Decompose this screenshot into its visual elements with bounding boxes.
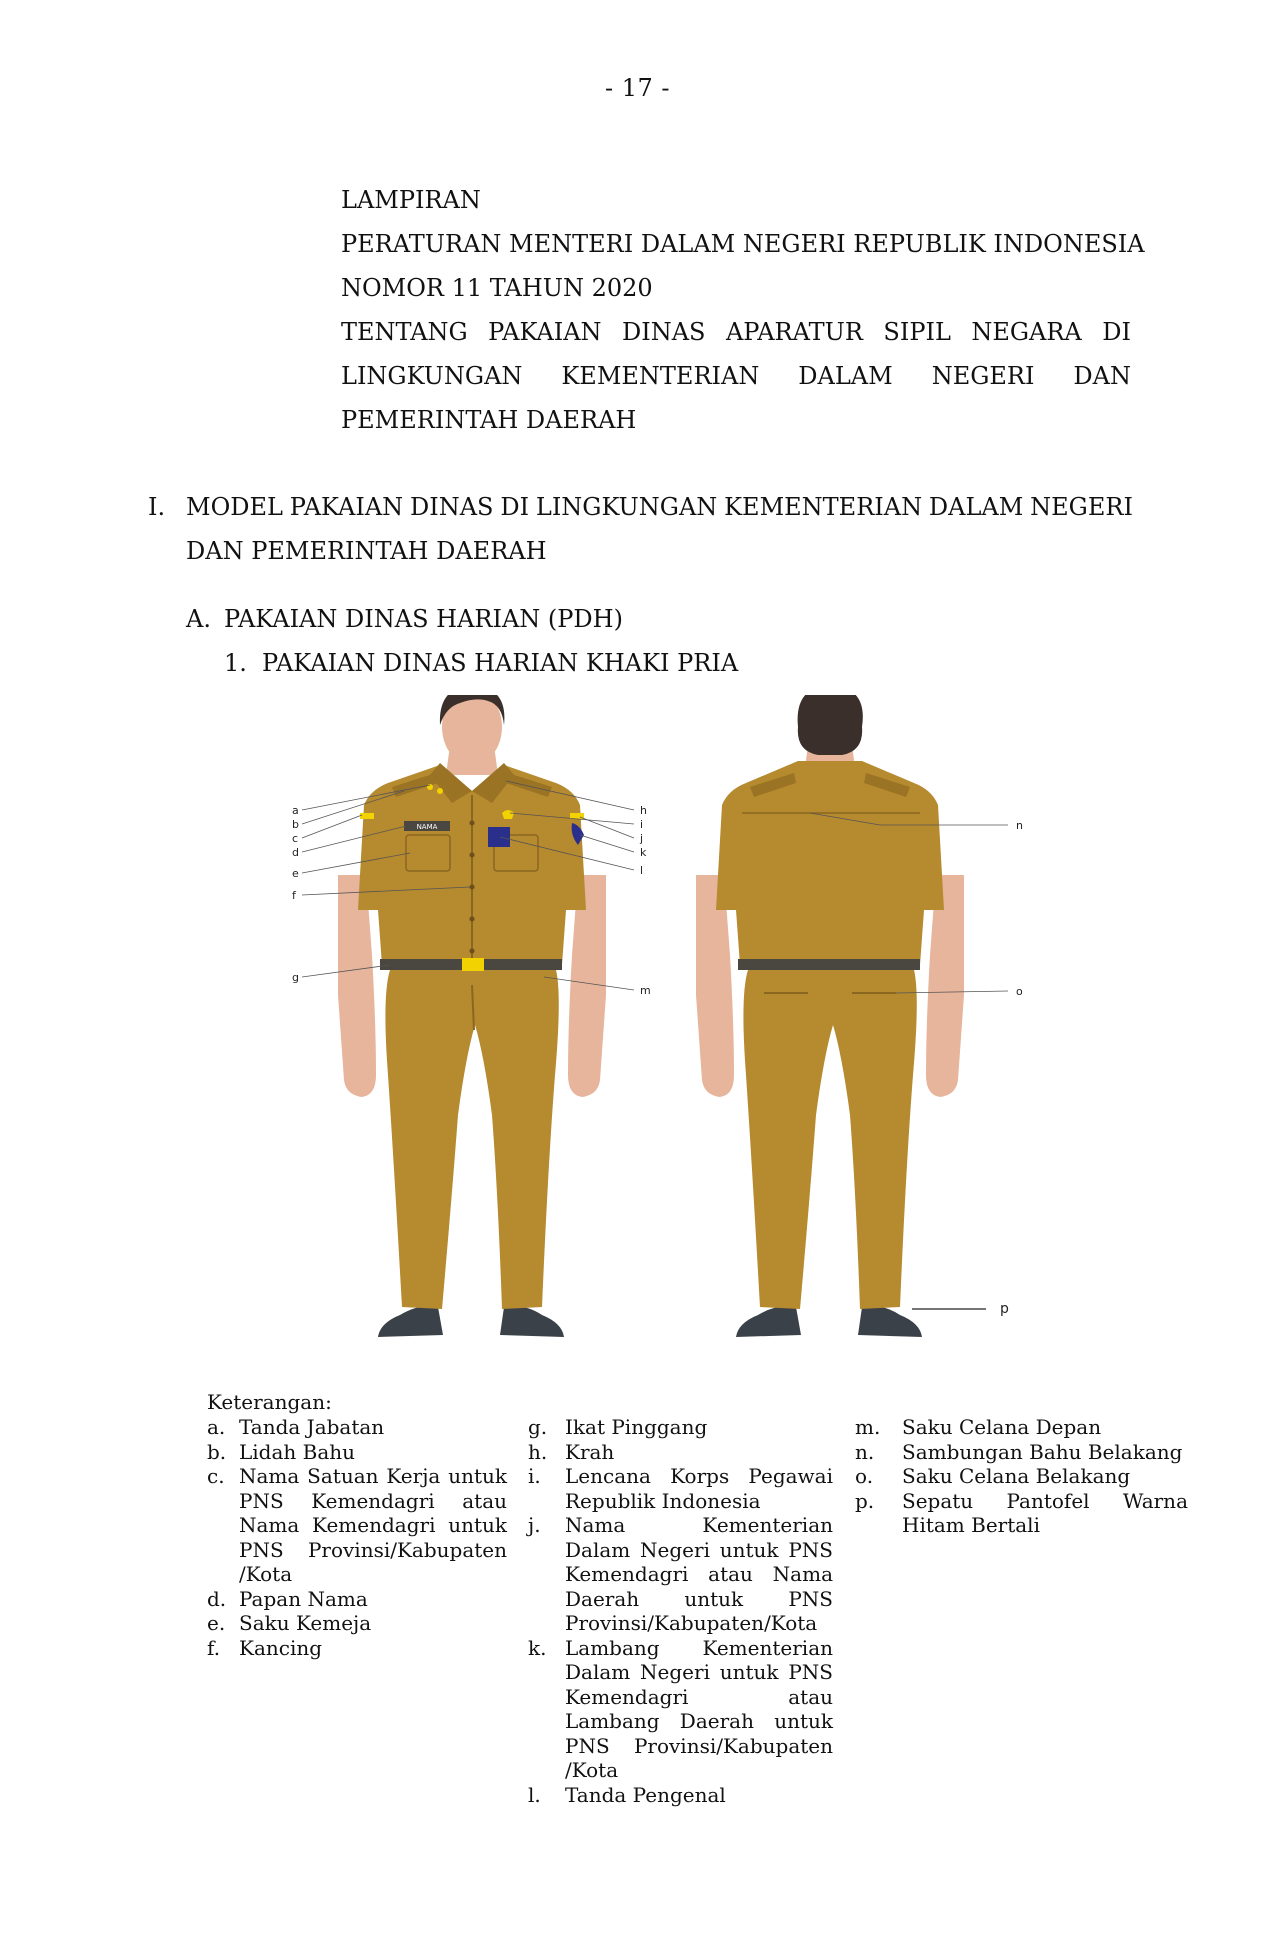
legend-text: Saku Celana Depan <box>902 1415 1102 1439</box>
legend-item <box>528 1636 833 1783</box>
legend-item <box>207 1464 507 1587</box>
legend-letter: j. <box>528 1513 541 1537</box>
header-line-3: NOMOR 11 TAHUN 2020 <box>341 274 653 302</box>
back-figure <box>696 695 964 1337</box>
id-badge <box>488 827 510 847</box>
word: DINAS <box>622 318 706 346</box>
button <box>470 917 475 922</box>
back-hair <box>798 695 863 755</box>
callout-c: c <box>292 832 299 845</box>
section-title: PAKAIAN DINAS HARIAN KHAKI PRIA <box>262 649 739 677</box>
legend-column-2 <box>528 1415 833 1807</box>
legend-item <box>207 1636 507 1661</box>
legend-letter: k. <box>528 1635 547 1660</box>
button <box>470 821 475 826</box>
callout-k: k <box>640 846 647 859</box>
section-I-line-1 <box>186 485 1133 529</box>
word: NEGARA <box>971 318 1082 346</box>
legend-letter: l. <box>528 1782 541 1807</box>
word: PAKAIAN <box>289 493 404 521</box>
rank-insignia <box>437 788 443 794</box>
legend-text: Sepatu Pantofel Warna Hitam Bertali <box>902 1488 1188 1537</box>
legend-text: Tanda Jabatan <box>239 1415 385 1439</box>
legend-column-1 <box>207 1415 507 1660</box>
attachment-header <box>341 178 1145 442</box>
word: SIPIL <box>883 318 951 346</box>
legend-text: Krah <box>565 1439 615 1464</box>
word: KEMENTERIAN <box>561 362 760 390</box>
legend-text: Kancing <box>239 1635 323 1660</box>
legend-item <box>207 1440 507 1465</box>
front-figure <box>338 695 606 1337</box>
section-1-heading <box>224 641 738 685</box>
section-number: A. <box>186 605 211 633</box>
legend-text: Saku Kemeja <box>239 1611 372 1635</box>
word: MODEL <box>186 493 283 521</box>
callout-l: l <box>640 864 644 877</box>
legend-item <box>855 1415 1195 1440</box>
legend-item <box>528 1415 833 1440</box>
callout-n: n <box>1016 819 1023 832</box>
section-I-line-2: DAN PEMERINTAH DAERAH <box>186 537 547 565</box>
back-shirt <box>716 761 944 965</box>
front-trousers <box>385 970 558 1309</box>
section-number: I. <box>148 493 166 521</box>
word: DALAM <box>798 362 893 390</box>
section-number: 1. <box>224 649 247 677</box>
back-shoe-right <box>858 1306 922 1337</box>
button <box>470 885 475 890</box>
word: LINGKUNGAN <box>535 493 718 521</box>
callout-g: g <box>292 971 299 984</box>
legend-letter: g. <box>528 1415 548 1439</box>
section-A-heading <box>186 597 623 641</box>
legend-letter: p. <box>855 1488 875 1513</box>
callout-h: h <box>640 804 647 817</box>
legend-item <box>528 1464 833 1513</box>
callout-o: o <box>1016 985 1023 998</box>
legend-text: Lambang Kementerian Dalam Negeri untuk PNS Kemendagri atau Lambang Daerah untuk PNS Provinsi/Kabupaten /Kota <box>565 1635 833 1782</box>
legend-text: Tanda Pengenal <box>565 1782 726 1807</box>
legend-letter: b. <box>207 1439 227 1464</box>
callout-j: j <box>640 832 644 845</box>
legend-text: Nama Kementerian Dalam Negeri untuk PNS Kemendagri atau Nama Daerah untuk PNS Provinsi/Kabupaten/Kota <box>565 1513 833 1635</box>
word: LINGKUNGAN <box>341 362 523 390</box>
back-belt <box>738 959 920 970</box>
legend-letter: a. <box>207 1415 226 1439</box>
name-plate-text: NAMA <box>416 823 438 831</box>
legend-item <box>528 1440 833 1465</box>
word: NEGERI <box>1030 493 1133 521</box>
section-title: PAKAIAN DINAS HARIAN (PDH) <box>224 605 623 633</box>
legend-item <box>207 1415 507 1440</box>
header-line-2: PERATURAN MENTERI DALAM NEGERI REPUBLIK INDONESIA <box>341 230 1145 258</box>
word: DI <box>500 493 530 521</box>
word: DINAS <box>410 493 494 521</box>
header-line-6: PEMERINTAH DAERAH <box>341 406 637 434</box>
legend-letter: h. <box>528 1439 548 1464</box>
legend-text: Lencana Korps Pegawai Republik Indonesia <box>565 1464 833 1513</box>
callout-m: m <box>640 984 651 997</box>
legend-item <box>207 1587 507 1612</box>
legend-title: Keterangan: <box>207 1390 332 1414</box>
button <box>470 853 475 858</box>
legend-text: Lidah Bahu <box>239 1439 356 1464</box>
callout-e: e <box>292 867 299 880</box>
callout-b: b <box>292 818 299 831</box>
legend-text: Ikat Pinggang <box>565 1415 708 1439</box>
legend-text: Saku Celana Belakang <box>902 1464 1131 1488</box>
legend-letter: m. <box>855 1415 881 1439</box>
word: DAN <box>1073 362 1131 390</box>
button <box>470 949 475 954</box>
belt-buckle <box>462 958 484 971</box>
legend-text: Sambungan Bahu Belakang <box>902 1439 1183 1464</box>
word: DALAM <box>928 493 1024 521</box>
front-shoe-right <box>500 1306 564 1337</box>
rank-insignia <box>427 784 433 790</box>
legend-letter: i. <box>528 1464 541 1488</box>
legend-item <box>855 1489 1195 1538</box>
callout-line-j <box>580 817 634 838</box>
word: PAKAIAN <box>488 318 602 346</box>
callout-line-c <box>302 815 362 838</box>
word: TENTANG <box>341 318 468 346</box>
legend-letter: n. <box>855 1439 875 1464</box>
word: NEGERI <box>931 362 1035 390</box>
legend-item <box>855 1464 1195 1489</box>
legend-letter: e. <box>207 1611 226 1635</box>
header-line-1: LAMPIRAN <box>341 186 481 214</box>
front-shoe-left <box>378 1306 443 1337</box>
legend-text: Nama Satuan Kerja untuk PNS Kemendagri atau Nama Kemendagri untuk PNS Provinsi/Kabupaten /Kota <box>239 1464 507 1586</box>
word: KEMENTERIAN <box>724 493 923 521</box>
sleeve-name-tab <box>360 813 374 819</box>
uniform-illustration <box>280 695 1060 1360</box>
legend-letter: d. <box>207 1586 227 1611</box>
word: APARATUR <box>725 318 863 346</box>
callout-a: a <box>292 804 299 817</box>
legend-item <box>855 1440 1195 1465</box>
legend-item <box>528 1513 833 1636</box>
legend-letter: o. <box>855 1464 874 1488</box>
legend-text: Papan Nama <box>239 1586 368 1611</box>
callout-line-k <box>580 835 634 852</box>
back-shoe-left <box>736 1306 801 1337</box>
legend-item <box>528 1783 833 1808</box>
header-line-4 <box>341 310 1131 354</box>
legend-letter: f. <box>207 1635 221 1660</box>
legend-item <box>207 1611 507 1636</box>
page-number: - 17 - <box>604 74 670 102</box>
header-line-5 <box>341 354 1131 398</box>
legend-column-3 <box>855 1415 1195 1538</box>
callout-p: p <box>1000 1301 1009 1317</box>
callout-d: d <box>292 846 299 859</box>
back-trousers <box>743 970 916 1309</box>
callout-i: i <box>640 818 644 831</box>
legend-letter: c. <box>207 1464 225 1488</box>
callout-f: f <box>292 889 296 902</box>
word: DI <box>1102 318 1131 346</box>
